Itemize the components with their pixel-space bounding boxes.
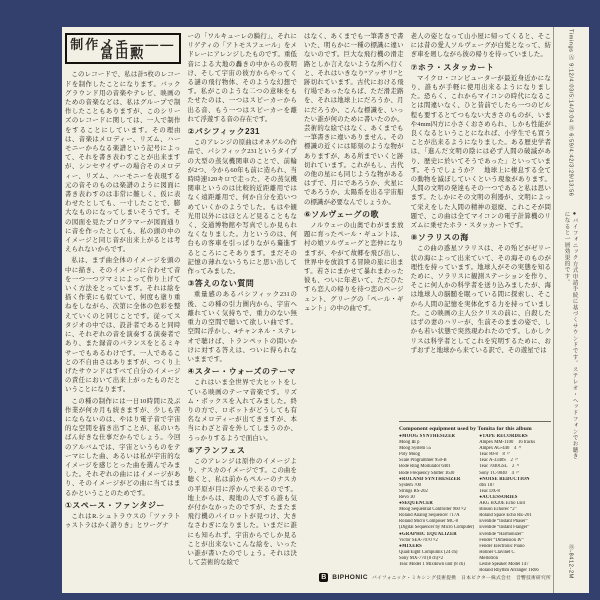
equipment-list-block <box>399 421 551 574</box>
section-paragraph: このアレンジは原作のイメージより、ナスカのイメージです。この曲を聴くと、私は前からペルーのナスカの平原が目に浮かんで来るのです。地上からは、現地の人ですら誰も気が付かなかったのですが、たまたま飛行機のパイロットが見つけ、大きなさわぎになりました。いまだに誰にも知られず、宇宙からでしか見ることが出来ないこんな絵を、いったい誰が書いたのでしょう。それは決して芸術的な絵で <box>187 457 298 567</box>
section-heading-solveigs-song: ⑥ソルヴェーグの歌 <box>304 209 379 219</box>
equipment-item: Moog System 55 <box>399 446 432 452</box>
biphonic-note-text: ●バイフォニック方式申請手続に基づくサウンドです。ステレオ・ヘッドフォンでお聴きになると一層効果的です。 <box>563 210 578 459</box>
equipment-item: Leslie Speaker Model 147 <box>479 561 529 567</box>
intro-paragraph: このレコードで、私は計5枚のレコードを制作したことになります。バックグラウンド用の音楽やテレビ、映画のための音楽などは、私はグループで制作したこともありますが、このシリーズのレコードに関しては、一人で制作をすることにしています。その理由は、音楽はメロディー、リズム、ハーモニーからなる楽譜という記号によって、それを書き表わすことが出来ますが、シンセサイザーの場合そのメロディー、リズム、ハーモニーを表現する元の音そのものは楽譜のように図面に書き表わすのは非常に難しく、仮に表わせたとしても、一寸したことで、膨大なものになってしまいそうです。その図面を見たプログラマーが図面通りに音を作ったとしても、私の頭の中のイメージと同じ音が出来上がるとは考えられないからです。 <box>65 71 181 254</box>
equipment-column-left <box>399 434 474 574</box>
equipment-item: Bode Frequency Shifter 1630 <box>399 470 455 476</box>
section-paragraph: ーの「ワルキューレの騎行」、それにリゲティの「アトモスフェール」をメドレーにアレンジしたものです。重低音による大地の轟きの中からの夜明け、そして宇宙の彼方からやってくる謎の飛行物体、そのような幻想です。私がこのような二つの意味をもたせたのは、一つはスピーカーから出る音、もう一つはスピーカーを離れて浮遊する音の存在です。 <box>187 33 298 123</box>
section-paragraph: ノルウェーの山奥でわがまま放題に育ったペール・ギュントは、村の娘ソルヴェーグと恋仲になりますが、やがて故郷を飛び出し、世界中を放浪する冒険の旅に出ます。若さにまかせて暴れまわった彼も、ついに年老いて、ただひたすら恋人の帰りを待つ恋のページェント、グリーグの「ペール・ギュント」の中の曲です。 <box>304 222 404 312</box>
equipment-item: ●GRAPHIC EQUALIZER <box>399 531 457 537</box>
equipment-list-header: Component equipment used by Tomita for this album <box>399 426 532 432</box>
section-paragraph: この曲の惑星ソラリスは、その殆どがゼリー状の海によって出来ていて、その海そのものが理性を持っています。地球人がその実態を知るために、ソラリスに観測ステーションを作り、そこに何人かの科学者を送り込みましたが、海は地球人の脳髄を眠っている間に探索し、そこから人間の記憶を実体化する力を持っていました。この映画の主人公クリスの前に、自殺したはずの妻のハリーが、生前そのままの姿で、しかも若い状態で突然現われたのです。しかしクリスは科学者としてこれを究明するために、おずおずと地球から来ている訳で、その遊星では <box>410 245 551 354</box>
equipment-item: Teac Model 1 Mixdown unit (8 ch) <box>399 561 465 567</box>
equipment-item: Fender Electronic Piano <box>479 543 525 549</box>
equipment-item: ●NOISE REDUCTION <box>479 476 530 482</box>
equipment-item: ●ROLAND SYNTHESIZER <box>399 476 461 482</box>
equipment-item: Eventide “Instant Flanger” <box>479 525 530 531</box>
print-code-text: Ⓑ-8412-2M <box>567 544 574 579</box>
section-heading-pacific-231: ②パシフィック231 <box>187 127 260 137</box>
section-heading-aranjuez: ⑤アランフェス <box>187 445 246 455</box>
section-heading-star-wars-theme: ④スター・ウォーズのテーマ <box>187 367 297 377</box>
section-heading-hora-staccato: ⑦ホラ・スタッカート <box>410 62 495 72</box>
equipment-item: Quad/Eight Compumix (24 ch) <box>399 549 458 555</box>
intro-paragraph: 私は、まず曲全体のイメージを頭の中に描き、そのイメージに合わせて音を一つ一つツマミによって作り上げていく方法をとっています。それは絵を描く作業にも似ていて、何度も塗り重ねをしながら、次第に全体の色彩を整えていくのと同じことです。従ってスタジオの中では、設計者であると同時に、それぞれの音を演奏する演奏者であり、また録音のバランスをとるミキサーでもあるわけです。一人であることの不自由さはありますが、つくり上げたサウンドはすべて自分のイメージの責任において出来上がったものだということになります。 <box>65 257 181 394</box>
equipment-item: Sony TC-9040 4 〃 <box>479 470 520 476</box>
equipment-item: Roland Analog Sequencer 717A <box>399 513 460 519</box>
column-2 <box>188 32 298 587</box>
equipment-item: dbx 187 <box>479 482 495 488</box>
equipment-item: Moog Ⅲ p <box>399 440 420 446</box>
equipment-item: Sony MX-770 (8 ch)×2 <box>399 555 444 561</box>
footer-credit-row <box>251 570 551 585</box>
equipment-item: Eventide “Instant Phaser” <box>479 519 528 525</box>
section-heading-unanswered-question: ③答えのない質問 <box>187 279 255 289</box>
equipment-item: Roland Space Echo RE-201 <box>479 513 532 519</box>
equipment-item: (Digital Sequencer by Micro Computer) <box>399 525 475 531</box>
section-paragraph: これはR.シュトラウスの「ツァラトゥストラはかく語りき」とワーグナ <box>65 512 181 530</box>
page-title: 制作メモ———冨田勲 <box>65 33 181 64</box>
equipment-item: Teac DX-8 <box>479 488 500 494</box>
equipment-item: Fender “Dimension Ⅳ” <box>479 537 525 543</box>
equipment-item: Teac A-3340S 2 〃 <box>479 458 519 464</box>
equipment-item: Eventide “Harmonizer” <box>479 531 524 537</box>
liner-notes-paper <box>62 27 589 593</box>
equipment-item: ●SEQUENCER <box>399 501 434 507</box>
equipment-item: AKG BX20E Echo Unit <box>479 501 525 507</box>
notes-content <box>65 32 551 587</box>
equipment-item: ●MIXERS <box>399 543 422 549</box>
equipment-column-right <box>479 434 551 574</box>
equipment-item: Ampex AG-440 4 〃 <box>479 446 523 452</box>
equipment-item: Revo 30 <box>399 494 415 500</box>
equipment-item: Scale Programmer 950-B <box>399 458 447 464</box>
biphonic-logo-icon: B <box>321 574 327 581</box>
section-paragraph: このアレンジの原曲はオネゲルの作品で、パシフィック231というタイプの大型の蒸気機関車のことで、前輪が2つ、今から60年も前に造られ、当時時速120キロで走った、その蒸気機関車というのは比較的近距離用ではなく遠距離用で、何か自分を追いつめていくかのようでした。もはや観光用以外にはほとんど見ることもなく、交通博物館や写真でしか見られなくなりました。力というのは、何台もの客車を引っぱりながら驀進するところにこそあります。まだその記憶の薄れないうちにと思い出して作ってみました。 <box>187 139 298 276</box>
column-3 <box>304 32 404 587</box>
right-edge-strip <box>553 27 587 593</box>
equipment-item: ●TAPE RECORDERS <box>479 434 528 439</box>
section-heading-solaris-sea: ⑧ソラリスの海 <box>410 233 469 243</box>
equipment-item: ●ACCESSORIES <box>479 494 518 500</box>
intro-paragraph: この種の制作には一日10時間に及ぶ作業が何カ月も続きますが、少しも苦にならないのは、やはり電子音で宇宙的な空間を描き出すことが、私のいちばん好きな仕事だからでしょう。今回のアルバムでは、宇宙というものをテーマにした曲、あるいは私が宇宙的なイメージを感じとった曲を選んでみました。それぞれの曲にはイメージがあり、そのイメージがどの曲に当てはまるかということのためです。 <box>65 397 181 497</box>
section-heading-space-fantasy: ①スペース・ファンタジー <box>65 500 165 510</box>
equipment-item: Ampex MM-1100 16 tracks <box>479 440 536 446</box>
equipment-item: Binson Echorec “2” <box>479 507 517 513</box>
equipment-item: Moog Sequential Controller 960 ×2 <box>399 507 466 513</box>
section-paragraph: 重量感のあるパシフィック231の後、この種の引力圏内から、宇宙へ離れていく気持ちで、重力のない無重力の空間で聴いて欲しい曲です。空間に浮かし、4チャンネル・ステレオで聴けば、トランペットの問いかけに対する答えは、ついに得られないままです。 <box>187 291 298 363</box>
equipment-item: Hohner Clavinet C <box>479 549 515 555</box>
equipment-item: Roland Micro Composer MC-8 <box>399 519 458 525</box>
equipment-item: Strings RS-202 <box>399 488 428 494</box>
equipment-item: Bode Ring Modulator 6401 <box>399 464 451 470</box>
footer-credit-text: バイフォニック・ミキシング技術提携 日本ビクター株式会社 音響技術研究所 <box>372 576 551 581</box>
column-1 <box>65 32 181 587</box>
section-paragraph: マイクロ・コンピューターが最近身近かになり、誰もが手軽に使用出来るようになりました。恐らく、これからマイコンの時代になることは間違いなく、ひと昔前でしたら一つのビル程も要するとてつもない大きさのものが、いまや4mm四方に小さくおさめられ、しかも性能が良くなるということになれば、小学生でも買うことが出来るようになりました。ある歴史学者は、「進んだ文明の陰には必ず人間の破滅があり、歴史に於いてそうであった」といっています。そうでしょうか？ 地球上に棲息する全ての動物を滅ぼしていくという現象があります。人間の文明の発達もその一つであると私は思います。たしかにその文明の利器が、文明によって栄えをした人間の精神の退廃、これこそが問題で、この曲は全てマイコンの電子計算機のリズムに乗せたホラ・スタッカートです。 <box>410 74 551 230</box>
equipment-item: Teac 7040GSL 2 〃 <box>479 464 521 470</box>
section-paragraph: 老人の姿となって山小屋に帰ってくると、そこには昔の愛人ソルヴェーグが白髪となって、紡ぎ車を廻しながら彼の帰りを待っていました。 <box>410 33 551 59</box>
biphonic-logo-word: BIPHONIC <box>332 574 369 581</box>
equipment-item: Mellotron <box>479 555 498 561</box>
equipment-columns <box>399 434 551 574</box>
section-paragraph: これはいま全世界で大ヒットをしている映画のテーマ音楽です。リズム・ボックスを入れてみました。終りの方で、ロボットがどうしても有名なメロディーが出てきますが、本当にわざと音を外してしまうのか、うっかりするようで面白い。 <box>187 379 298 442</box>
equipment-item: ●MOOG SYNTHESIZER <box>399 434 456 439</box>
timings-text: Timings Ⓐ 9:12/4:03/5:14/3:04 Ⓑ 6:59/4:42/3:29/13:56 <box>567 29 574 197</box>
equipment-item: System 700 <box>399 482 422 488</box>
equipment-item: Roland Rhythm Arranger TR66 <box>479 568 539 574</box>
equipment-item: Teac 80-8 8 〃 <box>479 452 511 458</box>
equipment-item: Victor SEA-7070 ×2 <box>399 537 438 543</box>
section-paragraph: はなく、あくまでも一筆書きで書いた、明らかに一種の標識に違いないのです。巨大な飛行機の滑走路としか言えないような所へ行くと、それはいきなり“アッサリ”と跡切れています。古代における飛行場であったならば、ただ滑走路を、それは地球上にだろうか、月にだろうか、こんな標識を、いったい誰が何のために書いたのか。芸術的な絵ではなく、あくまでも一筆書きに違いありません。その標識の近くには彫刻のような物がありますが、ある所までいくと跡切れています。これがもし、古代の他の星にも同じような物があるはずで、月にであろうか、火星にであろうか、太陽系を出る宇宙船の標識が必要なんでしょうか。 <box>304 33 404 206</box>
equipment-item: Poly Moog <box>399 452 420 458</box>
